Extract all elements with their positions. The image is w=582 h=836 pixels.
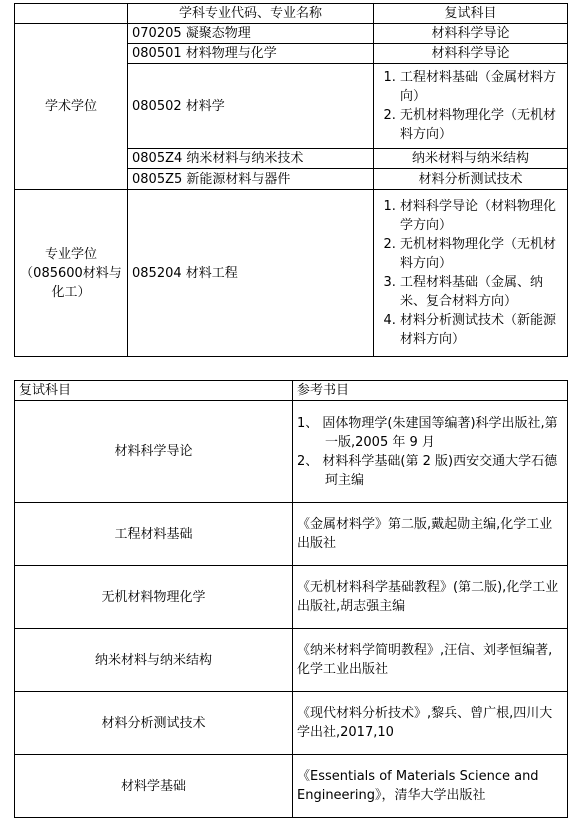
subject-item: 1. 材料科学导论（材料物理化学方向）: [400, 197, 563, 235]
header-books: 参考书目: [293, 381, 568, 401]
subject-cell: 材料分析测试技术: [15, 692, 293, 755]
header-subject: 复试科目: [15, 381, 293, 401]
books-cell: 《Essentials of Materials Science and Engineering》，清华大学出版社: [293, 755, 568, 818]
academic-degree-label: 学术学位: [15, 24, 128, 190]
header-program: 学科专业代码、专业名称: [128, 4, 374, 24]
books-cell: 《无机材料科学基础教程》(第二版),化学工业出版社,胡志强主编: [293, 566, 568, 629]
programs-table: [14, 3, 568, 357]
subject-item: 1. 工程材料基础（金属材料方向）: [400, 68, 563, 106]
subject-cell: 工程材料基础: [15, 503, 293, 566]
subject-cell: 纳米材料与纳米结构: [374, 149, 568, 169]
program-cell: 085204 材料工程: [128, 190, 374, 357]
subject-item: 3. 工程材料基础（金属、纳米、复合材料方向）: [400, 273, 563, 311]
program-cell: 080502 材料学: [128, 64, 374, 149]
subject-item: 2. 无机材料物理化学（无机材料方向）: [400, 235, 563, 273]
header-blank-cell: [15, 4, 128, 24]
subject-cell: 纳米材料与纳米结构: [15, 629, 293, 692]
program-cell: 0805Z4 纳米材料与纳米技术: [128, 149, 374, 169]
reference-books-table: [14, 380, 568, 818]
subject-cell: 材料科学导论: [374, 24, 568, 44]
books-cell: [293, 401, 568, 503]
subject-cell: 材料分析测试技术: [374, 169, 568, 190]
subject-list-cell: [374, 190, 568, 357]
subject-item: 2. 无机材料物理化学（无机材料方向）: [400, 106, 563, 144]
book-item: 1、 固体物理学(朱建国等编著)科学出版社,第一版,2005 年 9 月: [297, 415, 558, 450]
subject-cell: 无机材料物理化学: [15, 566, 293, 629]
program-cell: 080501 材料物理与化学: [128, 44, 374, 64]
books-cell: 《纳米材料学简明教程》,汪信、刘孝恒编著,化学工业出版社: [293, 629, 568, 692]
book-item: 2、 材料科学基础(第 2 版)西安交通大学石德珂主编: [297, 453, 558, 488]
program-cell: 0805Z5 新能源材料与器件: [128, 169, 374, 190]
books-cell: 《金属材料学》第二版,戴起勋主编,化学工业出版社: [293, 503, 568, 566]
subject-item: 4. 材料分析测试技术（新能源材料方向）: [400, 311, 563, 349]
subject-cell: 材料科学导论: [15, 401, 293, 503]
subject-cell: 材料学基础: [15, 755, 293, 818]
professional-degree-label: 专业学位（085600材料与化工）: [15, 190, 128, 357]
subject-list-cell: [374, 64, 568, 149]
books-cell: 《现代材料分析技术》,黎兵、曾广根,四川大学出社,2017,10: [293, 692, 568, 755]
header-subject: 复试科目: [374, 4, 568, 24]
program-cell: 070205 凝聚态物理: [128, 24, 374, 44]
subject-cell: 材料科学导论: [374, 44, 568, 64]
